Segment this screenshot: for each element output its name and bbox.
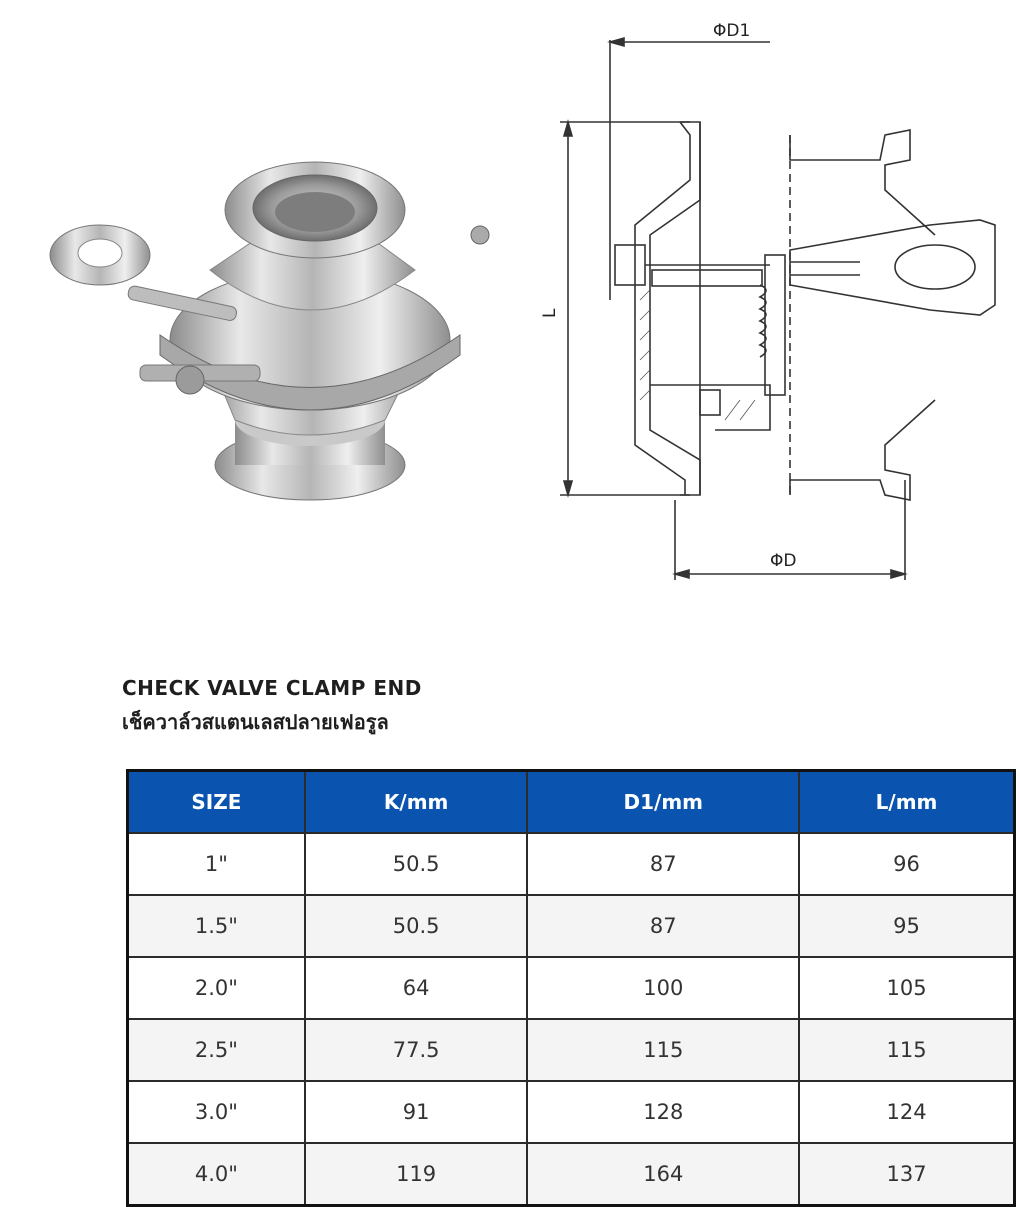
cell-l: 115	[799, 1019, 1014, 1081]
technical-drawing	[540, 0, 1010, 600]
cell-k: 64	[305, 957, 528, 1019]
d1-label: ΦD1	[713, 21, 751, 41]
cell-d1: 100	[527, 957, 799, 1019]
cell-l: 95	[799, 895, 1014, 957]
l-label: L	[540, 308, 560, 318]
product-heading	[122, 676, 422, 738]
cell-l: 124	[799, 1081, 1014, 1143]
cell-size: 2.5"	[128, 1019, 305, 1081]
table-header-row	[128, 771, 1015, 834]
cell-k: 50.5	[305, 895, 528, 957]
cell-d1: 87	[527, 833, 799, 895]
product-photo	[20, 120, 500, 540]
header-l: L/mm	[799, 771, 1014, 834]
cell-k: 50.5	[305, 833, 528, 895]
spec-table	[126, 769, 1016, 1207]
table-row	[128, 1081, 1015, 1143]
cell-size: 4.0"	[128, 1143, 305, 1206]
title-thai: เช็ควาล์วสแตนเลสปลายเฟอรูล	[122, 710, 389, 734]
d-label: ΦD	[770, 551, 797, 571]
cell-size: 1"	[128, 833, 305, 895]
table-row	[128, 1143, 1015, 1206]
cell-k: 119	[305, 1143, 528, 1206]
cell-l: 105	[799, 957, 1014, 1019]
table-row	[128, 833, 1015, 895]
cell-l: 96	[799, 833, 1014, 895]
cell-k: 77.5	[305, 1019, 528, 1081]
cell-d1: 115	[527, 1019, 799, 1081]
table-row	[128, 895, 1015, 957]
cell-size: 3.0"	[128, 1081, 305, 1143]
header-k: K/mm	[305, 771, 528, 834]
cell-d1: 164	[527, 1143, 799, 1206]
cell-k: 91	[305, 1081, 528, 1143]
header-d1: D1/mm	[527, 771, 799, 834]
cell-d1: 87	[527, 895, 799, 957]
table-row	[128, 957, 1015, 1019]
cell-d1: 128	[527, 1081, 799, 1143]
cell-size: 2.0"	[128, 957, 305, 1019]
header-size: SIZE	[128, 771, 305, 834]
table-row	[128, 1019, 1015, 1081]
cell-size: 1.5"	[128, 895, 305, 957]
title-english: CHECK VALVE CLAMP END	[122, 676, 422, 700]
cell-l: 137	[799, 1143, 1014, 1206]
